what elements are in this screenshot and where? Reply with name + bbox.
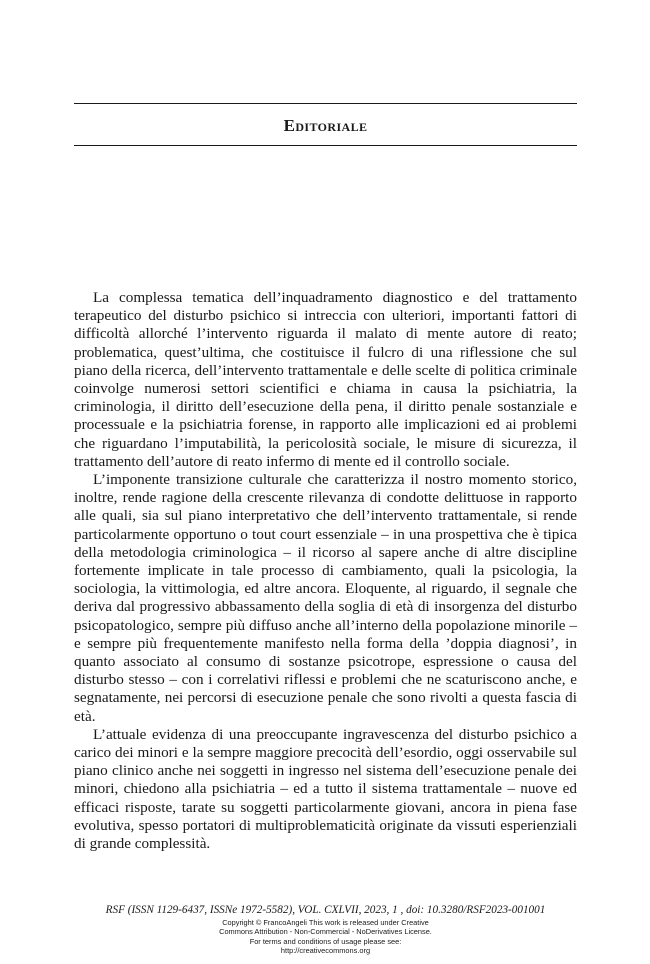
license-line: For terms and conditions of usage please see: (249, 936, 402, 946)
header-rule-bottom (74, 145, 577, 146)
journal-citation: RSF (ISSN 1129-6437, ISSNe 1972-5582), VOL. CXLVII, 2023, 1 , doi: 10.3280/RSF2023-001001 (105, 904, 546, 916)
paragraph: La complessa tematica dell’inquadramento diagnostico e del trattamento terapeutico del disturbo psichico si intreccia con ulteriori, importanti fattori di difficoltà allorché l’intervento riguarda il malato di mente autore di reato; problematica, quest’ultima, che costituisce il fulcro di una riflessione che sul piano della ricerca, dell’intervento trattamentale e delle scelte di politica criminale coinvolge numerosi settori scientifici e chiama in causa la psichiatria, la criminologia, il diritto dell’esecuzione della pena, il diritto penale sostanziale e processuale e la psichiatria forense, in rapporto alle implicazioni ed ai problemi che riguardano l’imputabilità, la pericolosità sociale, le misure di sicurezza, il trattamento dell’autore di reato infermo di mente ed il controllo sociale. (74, 289, 577, 470)
license-line: Copyright © FrancoAngeli This work is released under Creative (222, 918, 429, 927)
body-text (74, 289, 577, 853)
header-rule-top (74, 103, 577, 104)
license-line: Commons Attribution - Non-Commercial - NoDerivatives License. (219, 927, 432, 937)
license-notice (74, 918, 577, 956)
section-title: Editoriale (283, 116, 368, 135)
paragraph: L’imponente transizione culturale che caratterizza il nostro momento storico, inoltre, rende ragione della crescente rilevanza di condotte delittuose in rapporto alle quali, sia sul piano interpretativo che dell’intervento trattamentale, si rende particolarmente opportuno o tout court essenziale – in una prospettiva che è tipica della metodologia criminologica – il ricorso al sapere anche di altre discipline fortemente implicate in tale processo di cambiamento, quali la psicologia, la sociologia, la vittimologia, ed altre ancora. Eloquente, al riguardo, il segnale che deriva dal progressivo abbassamento della soglia di età di insorgenza del disturbo psicopatologico, sempre più diffuso anche all’interno della popolazione minorile – e sempre più frequentemente manifesto nella forma della ’doppia diagnosi’, in quanto associato al consumo di sostanze psicotrope, espressione o causa del disturbo stesso – con i correlativi riflessi e problemi che ne scaturiscono anche, e segnatamente, nei percorsi di esecuzione penale che sono rivolti a questa fascia di età. (74, 471, 577, 725)
paragraph: L’attuale evidenza di una preoccupante ingravescenza del disturbo psichico a carico dei minori e la sempre maggiore precocità dell’esordio, oggi osservabile sul piano clinico anche nei soggetti in ingresso nel sistema dell’esecuzione penale dei minori, chiedono alla psichiatria – ed a tutto il sistema trattamentale – nuove ed efficaci risposte, tarate su soggetti particolarmente giovani, ancora in piena fase evolutiva, spesso portatori di multiproblematicità originate da vissuti esperienziali di grande complessità. (74, 725, 577, 853)
license-link[interactable]: http://creativecommons.org (280, 946, 371, 956)
